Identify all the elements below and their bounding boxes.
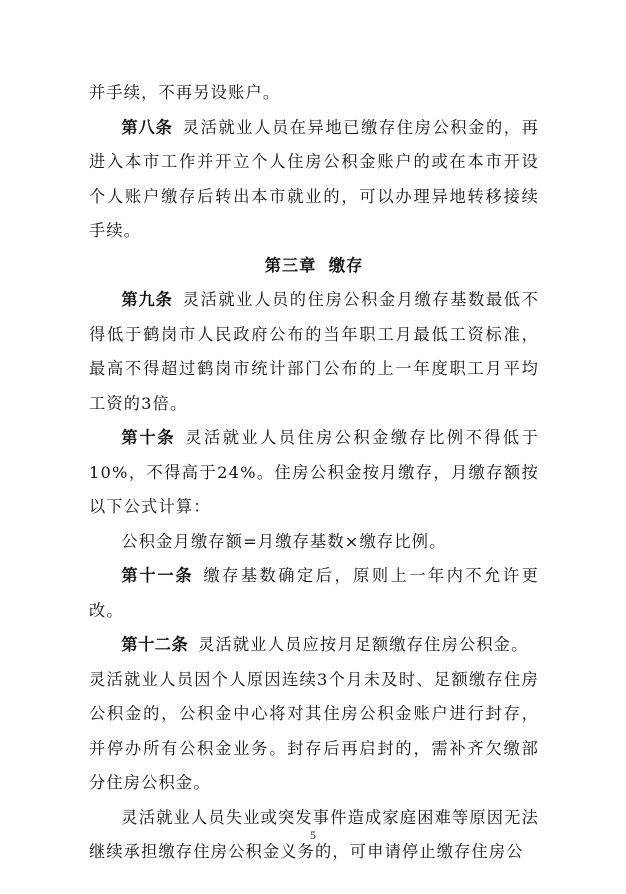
formula-text: 公积金月缴存额=月缴存基数×缴存比例。 bbox=[121, 531, 447, 551]
chapter-title: 第三章 缴存 bbox=[264, 255, 364, 275]
article-text: 灵活就业人员应按月足额缴存住房公积金。 bbox=[198, 635, 529, 654]
article-text: 缴存基数确定后，原则上一年内不允许更改。 bbox=[89, 566, 539, 620]
article-heading: 第九条 bbox=[121, 290, 173, 309]
article-9 bbox=[89, 283, 539, 421]
article-8 bbox=[89, 111, 539, 249]
paragraph-continuation bbox=[89, 663, 539, 801]
article-heading: 第十一条 bbox=[121, 566, 194, 585]
article-text: 灵活就业人员住房公积金缴存比例不得低于10%，不得高于24%。住房公积金按月缴存，月缴存额按以下公式计算： bbox=[89, 428, 539, 516]
paragraph-text: 灵活就业人员失业或突发事件造成家庭困难等原因无法继续承担缴存住房公积金义务的，可申请停止缴存住房公 bbox=[89, 807, 539, 861]
article-10 bbox=[89, 421, 539, 525]
paragraph-text: 灵活就业人员因个人原因连续3个月未及时、足额缴存住房公积金的，公积金中心将对其住房公积金账户进行封存，并停办所有公积金业务。封存后再启封的，需补齐欠缴部分住房公积金。 bbox=[89, 669, 539, 792]
article-heading: 第十二条 bbox=[121, 635, 189, 654]
paragraph-text: 并手续，不再另设账户。 bbox=[89, 83, 281, 102]
document-body bbox=[89, 76, 539, 870]
paragraph-continuation bbox=[89, 76, 539, 111]
page-number: 5 bbox=[310, 828, 316, 842]
article-heading: 第十条 bbox=[121, 428, 176, 447]
formula-paragraph bbox=[89, 525, 539, 560]
article-text: 灵活就业人员的住房公积金月缴存基数最低不得低于鹤岗市人民政府公布的当年职工月最低工资标准，最高不得超过鹤岗市统计部门公布的上一年度职工月平均工资的3倍。 bbox=[89, 290, 540, 413]
article-11 bbox=[89, 559, 539, 628]
article-12 bbox=[89, 628, 539, 663]
article-heading: 第八条 bbox=[121, 117, 173, 137]
article-text: 灵活就业人员在异地已缴存住房公积金的，再进入本市工作并开立个人住房公积金账户的或在本市开设个人账户缴存后转出本市就业的，可以办理异地转移接续手续。 bbox=[89, 117, 540, 240]
